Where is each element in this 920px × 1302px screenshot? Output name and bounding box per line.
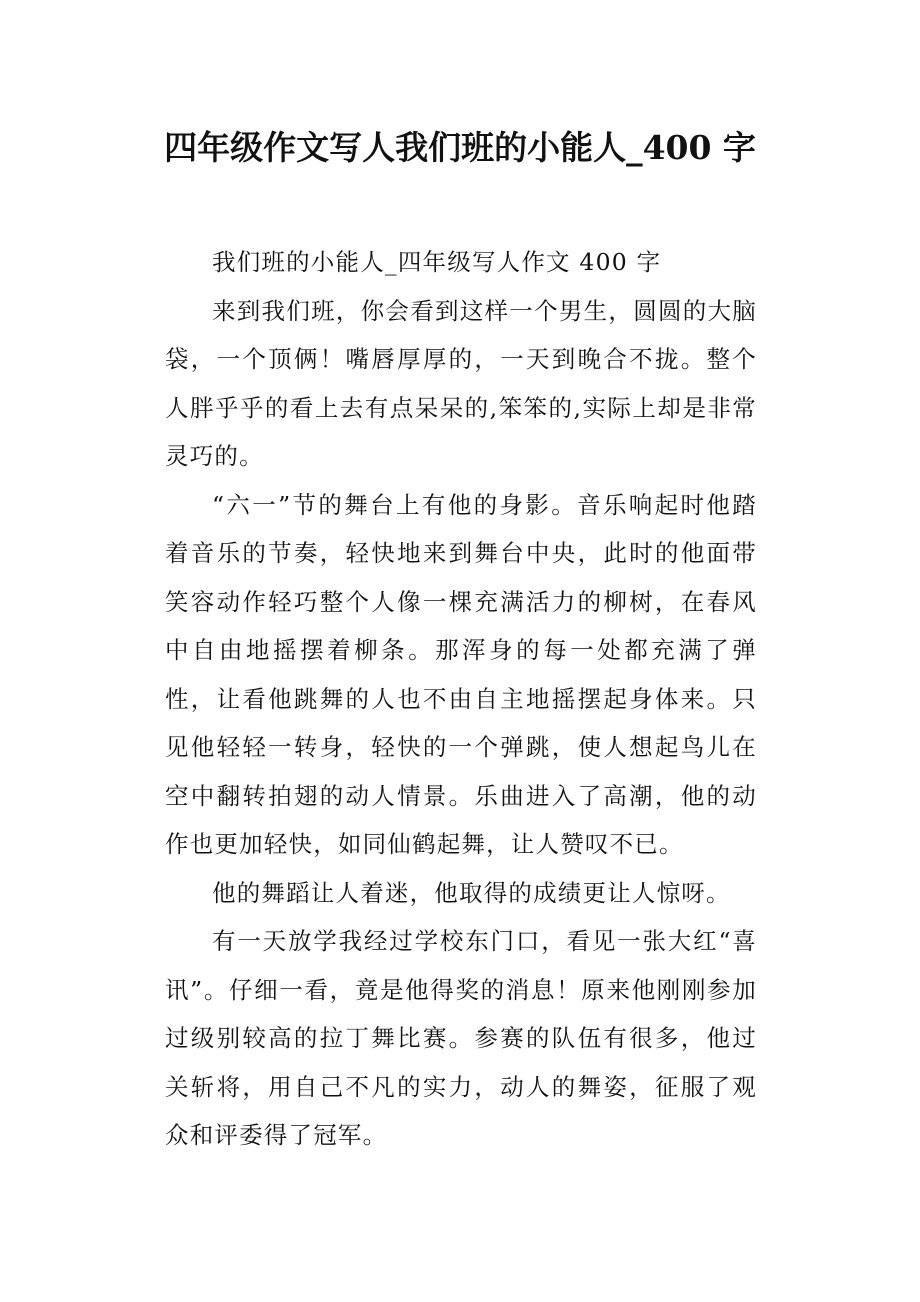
paragraph-transition: 他的舞蹈让人着迷，他取得的成绩更让人惊呀。 <box>212 878 731 907</box>
paragraph-intro: 来到我们班，你会看到这样一个男生，圆圆的大脑袋，一个顶俩！嘴唇厚厚的，一天到晚合不拢。整个人胖乎乎的看上去有点呆呆的,笨笨的,实际上却是非常灵巧的。 <box>165 296 757 470</box>
paragraph-dance: “六一”节的舞台上有他的身影。音乐响起时他踏着音乐的节奏，轻快地来到舞台中央，此时的他面带笑容动作轻巧整个人像一棵充满活力的柳树，在春风中自由地摇摆着柳条。那浑身的每一处都充满了弹性，让看他跳舞的人也不由自主地摇摆起身体来。只见他轻轻一转身，轻快的一个弹跳，使人想起鸟儿在空中翻转拍翅的动人情景。乐曲进入了高潮，他的动作也更加轻快，如同仙鹤起舞，让人赞叹不已。 <box>165 490 757 858</box>
document-body <box>165 238 757 1160</box>
document-title: 四年级作文写人我们班的小能人_400 字 <box>164 128 756 167</box>
paragraph-subtitle: 我们班的小能人_四年级写人作文 400 字 <box>212 248 662 276</box>
paragraph-award: 有一天放学我经过学校东门口，看见一张大红“喜讯”。仔细一看，竟是他得奖的消息！原来他刚刚参加过级别较高的拉丁舞比赛。参赛的队伍有很多，他过关斩将，用自己不凡的实力，动人的舞姿，征服了观众和评委得了冠军。 <box>165 927 757 1149</box>
